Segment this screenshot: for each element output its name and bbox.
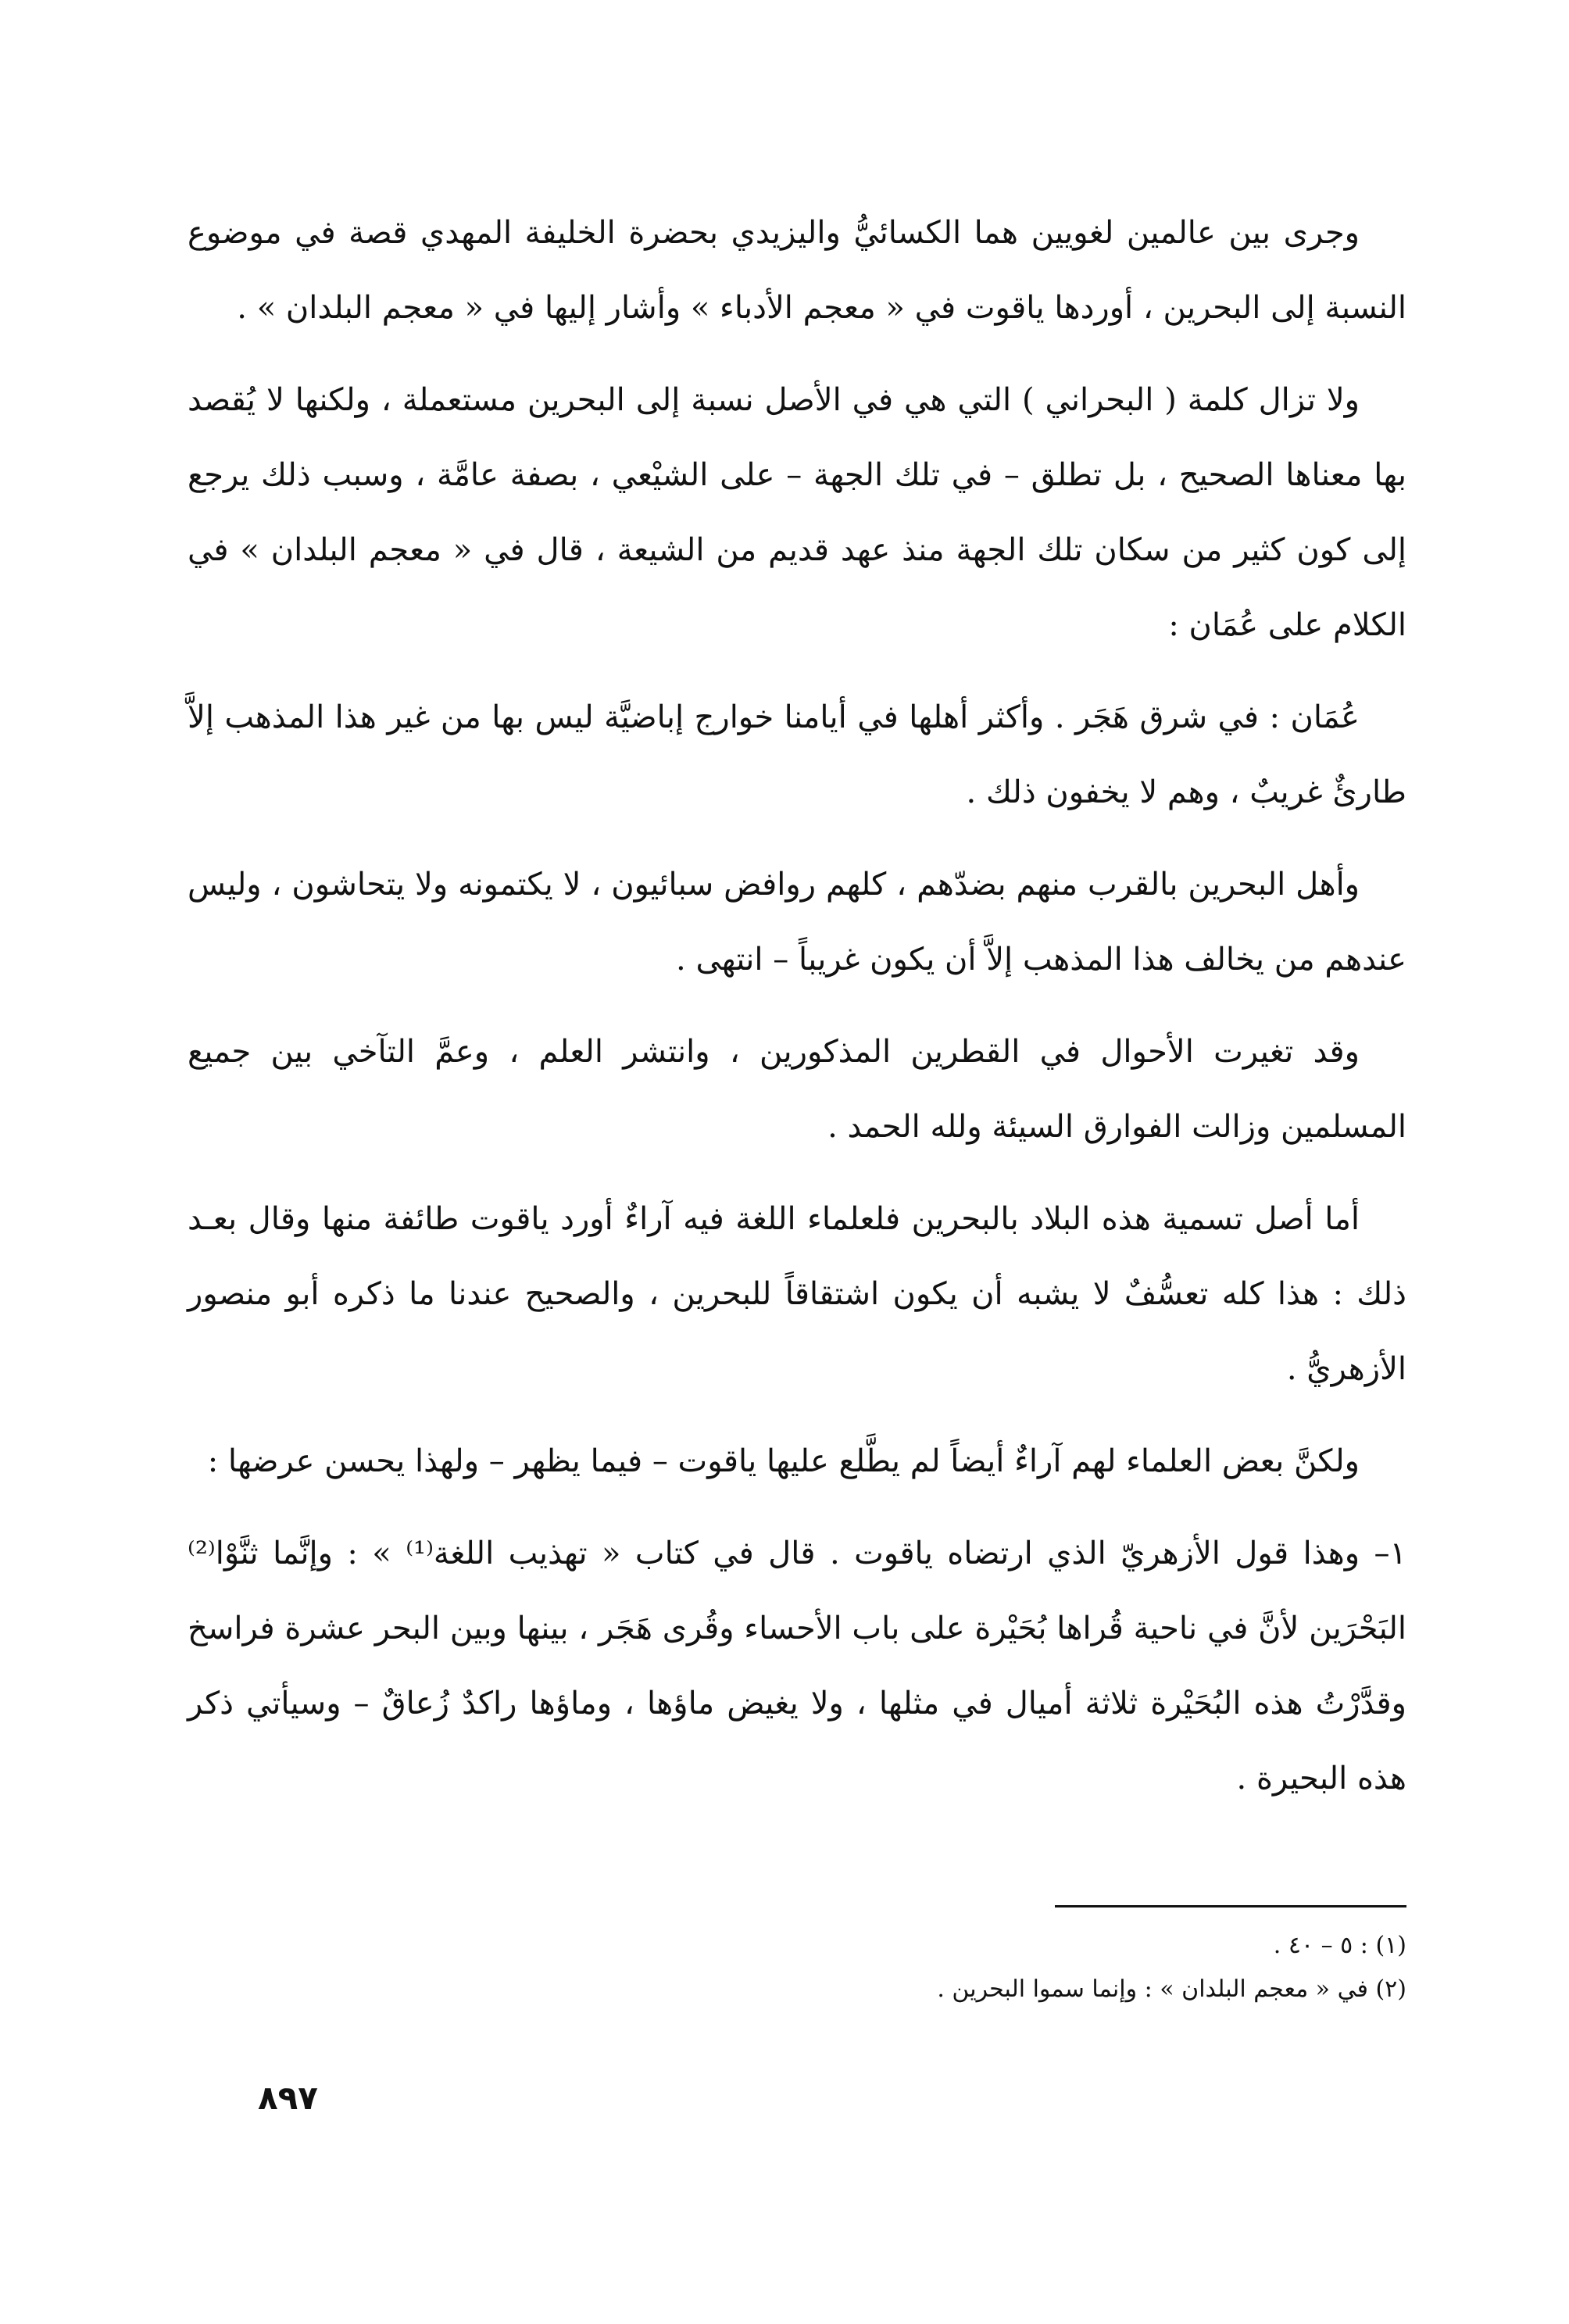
body-text — [188, 195, 1406, 1833]
paragraph-5: وقد تغيرت الأحوال في القطرين المذكورين ، وانتشر العلم ، وعمَّ التآخي بين جميع المسلمين وزالت الفوارق السيئة ولله الحمد . — [188, 1034, 1406, 1145]
footnote-divider — [1055, 1905, 1406, 1907]
paragraph-3: عُمَان : في شرق هَجَر . وأكثر أهلها في أيامنا خوارج إباضيَّة ليس بها من غير هذا المذهب إلاَّ طارئٌ غريبٌ ، وهم لا يخفون ذلك . — [188, 699, 1406, 810]
paragraph-6: أما أصل تسمية هذه البلاد بالبحرين فلعلماء اللغة فيه آراءٌ أورد ياقوت طائفة منها وقال بعـد ذلك : هذا كله تعسُّفٌ لا يشبه أن يكون اشتقاقاً للبحرين ، والصحيح عندنا ما ذكره أبو منصور الأزهريُّ . — [188, 1201, 1406, 1387]
paragraph-4: وأهل البحرين بالقرب منهم بضدّهم ، كلهم روافض سبائيون ، لا يكتمونه ولا يتحاشون ، وليس عندهم من يخالف هذا المذهب إلاَّ أن يكون غريباً – انتهى . — [188, 867, 1406, 978]
paragraph-8: ١– وهذا قول الأزهريّ الذي ارتضاه ياقوت . قال في كتاب « تهذيب اللغة⁽¹⁾ » : وإنَّما ثنَّوْا⁽²⁾ البَحْرَين لأنَّ في ناحية قُراها بُحَيْرة على باب الأحساء وقُرى هَجَر ، بينها وبين البحر عشرة فراسخ وقدَّرْتُ هذه البُحَيْرة ثلاثة أميال في مثلها ، ولا يغيض ماؤها ، وماؤها راكدٌ زُعاقٌ – وسيأتي ذكر هذه البحيرة . — [188, 1536, 1406, 1797]
footnote-1: (١) : ٥ – ٤٠ . — [1273, 1932, 1406, 1959]
paragraph-2: ولا تزال كلمة ( البحراني ) التي هي في الأصل نسبة إلى البحرين مستعملة ، ولكنها لا يُقصد بها معناها الصحيح ، بل تطلق – في تلك الجهة – على الشيْعي ، بصفة عامَّة ، وسبب ذلك يرجع إلى كون كثير من سكان تلك الجهة منذ عهد قديم من الشيعة ، قال في « معجم البلدان » في الكلام على عُمَان : — [188, 382, 1406, 643]
paragraph-7: ولكنَّ بعض العلماء لهم آراءٌ أيضاً لم يطَّلع عليها ياقوت – فيما يظهر – ولهذا يحسن عرضها : — [207, 1443, 1360, 1479]
footnote-2: (٢) في « معجم البلدان » : وإنما سموا البحرين . — [937, 1975, 1406, 2003]
paragraph-1: وجرى بين عالمين لغويين هما الكسائيُّ واليزيدي بحضرة الخليفة المهدي قصة في موضوع النسبة إلى البحرين ، أوردها ياقوت في « معجم الأدباء » وأشار إليها في « معجم البلدان » . — [188, 215, 1406, 326]
page-number: ٨٩٧ — [258, 2079, 318, 2117]
footnotes — [703, 1924, 1406, 2011]
